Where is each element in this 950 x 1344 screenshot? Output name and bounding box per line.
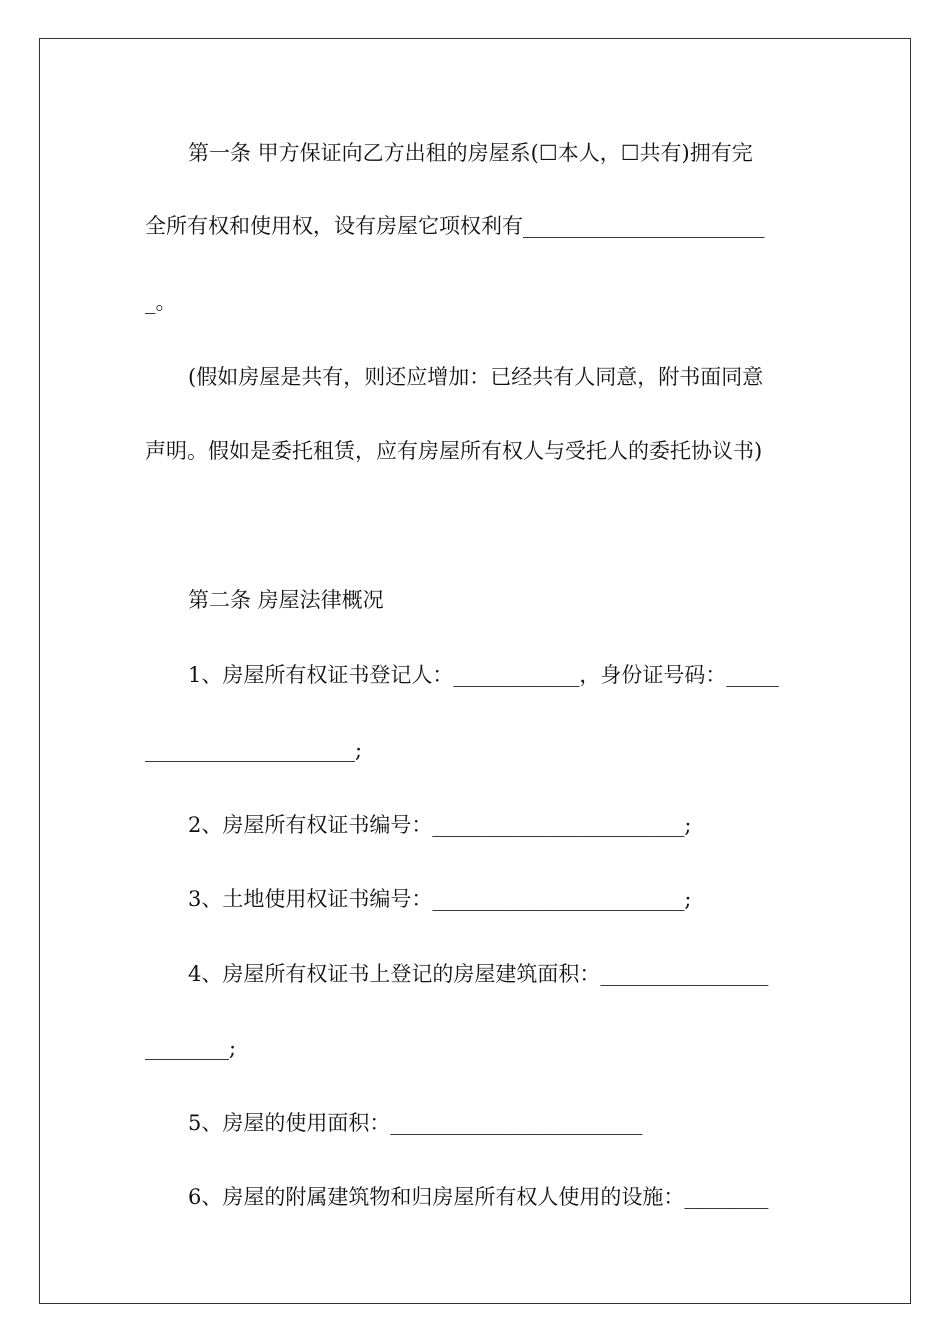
item-2-line: 2、房屋所有权证书编号：________________________; [188, 813, 692, 837]
item-6-line: 6、房屋的附属建筑物和归房屋所有权人使用的设施：________ [188, 1185, 769, 1209]
article-1-line-3: _。 [145, 290, 177, 314]
article-1-line-1: 第一条 甲方保证向乙方出租的房屋系(☐本人，☐共有)拥有完 [188, 141, 753, 165]
item-4-line-1: 4、房屋所有权证书上登记的房屋建筑面积：________________ [188, 962, 769, 986]
article-2-heading: 第二条 房屋法律概况 [188, 588, 384, 612]
note-line-2: 声明。假如是委托租赁，应有房屋所有权人与受托人的委托协议书) [145, 439, 763, 463]
item-3-line: 3、土地使用权证书编号：________________________; [188, 887, 692, 911]
item-1-line-1: 1、房屋所有权证书登记人：____________，身份证号码：_____ [188, 663, 779, 687]
item-5-line: 5、房屋的使用面积：________________________ [188, 1111, 643, 1135]
item-1-line-2: ____________________; [145, 738, 363, 762]
item-4-line-2: ________; [145, 1036, 237, 1060]
note-line-1: (假如房屋是共有，则还应增加：已经共有人同意，附书面同意 [188, 365, 764, 389]
article-1-line-2: 全所有权和使用权，设有房屋它项权利有_______________________ [145, 214, 765, 238]
